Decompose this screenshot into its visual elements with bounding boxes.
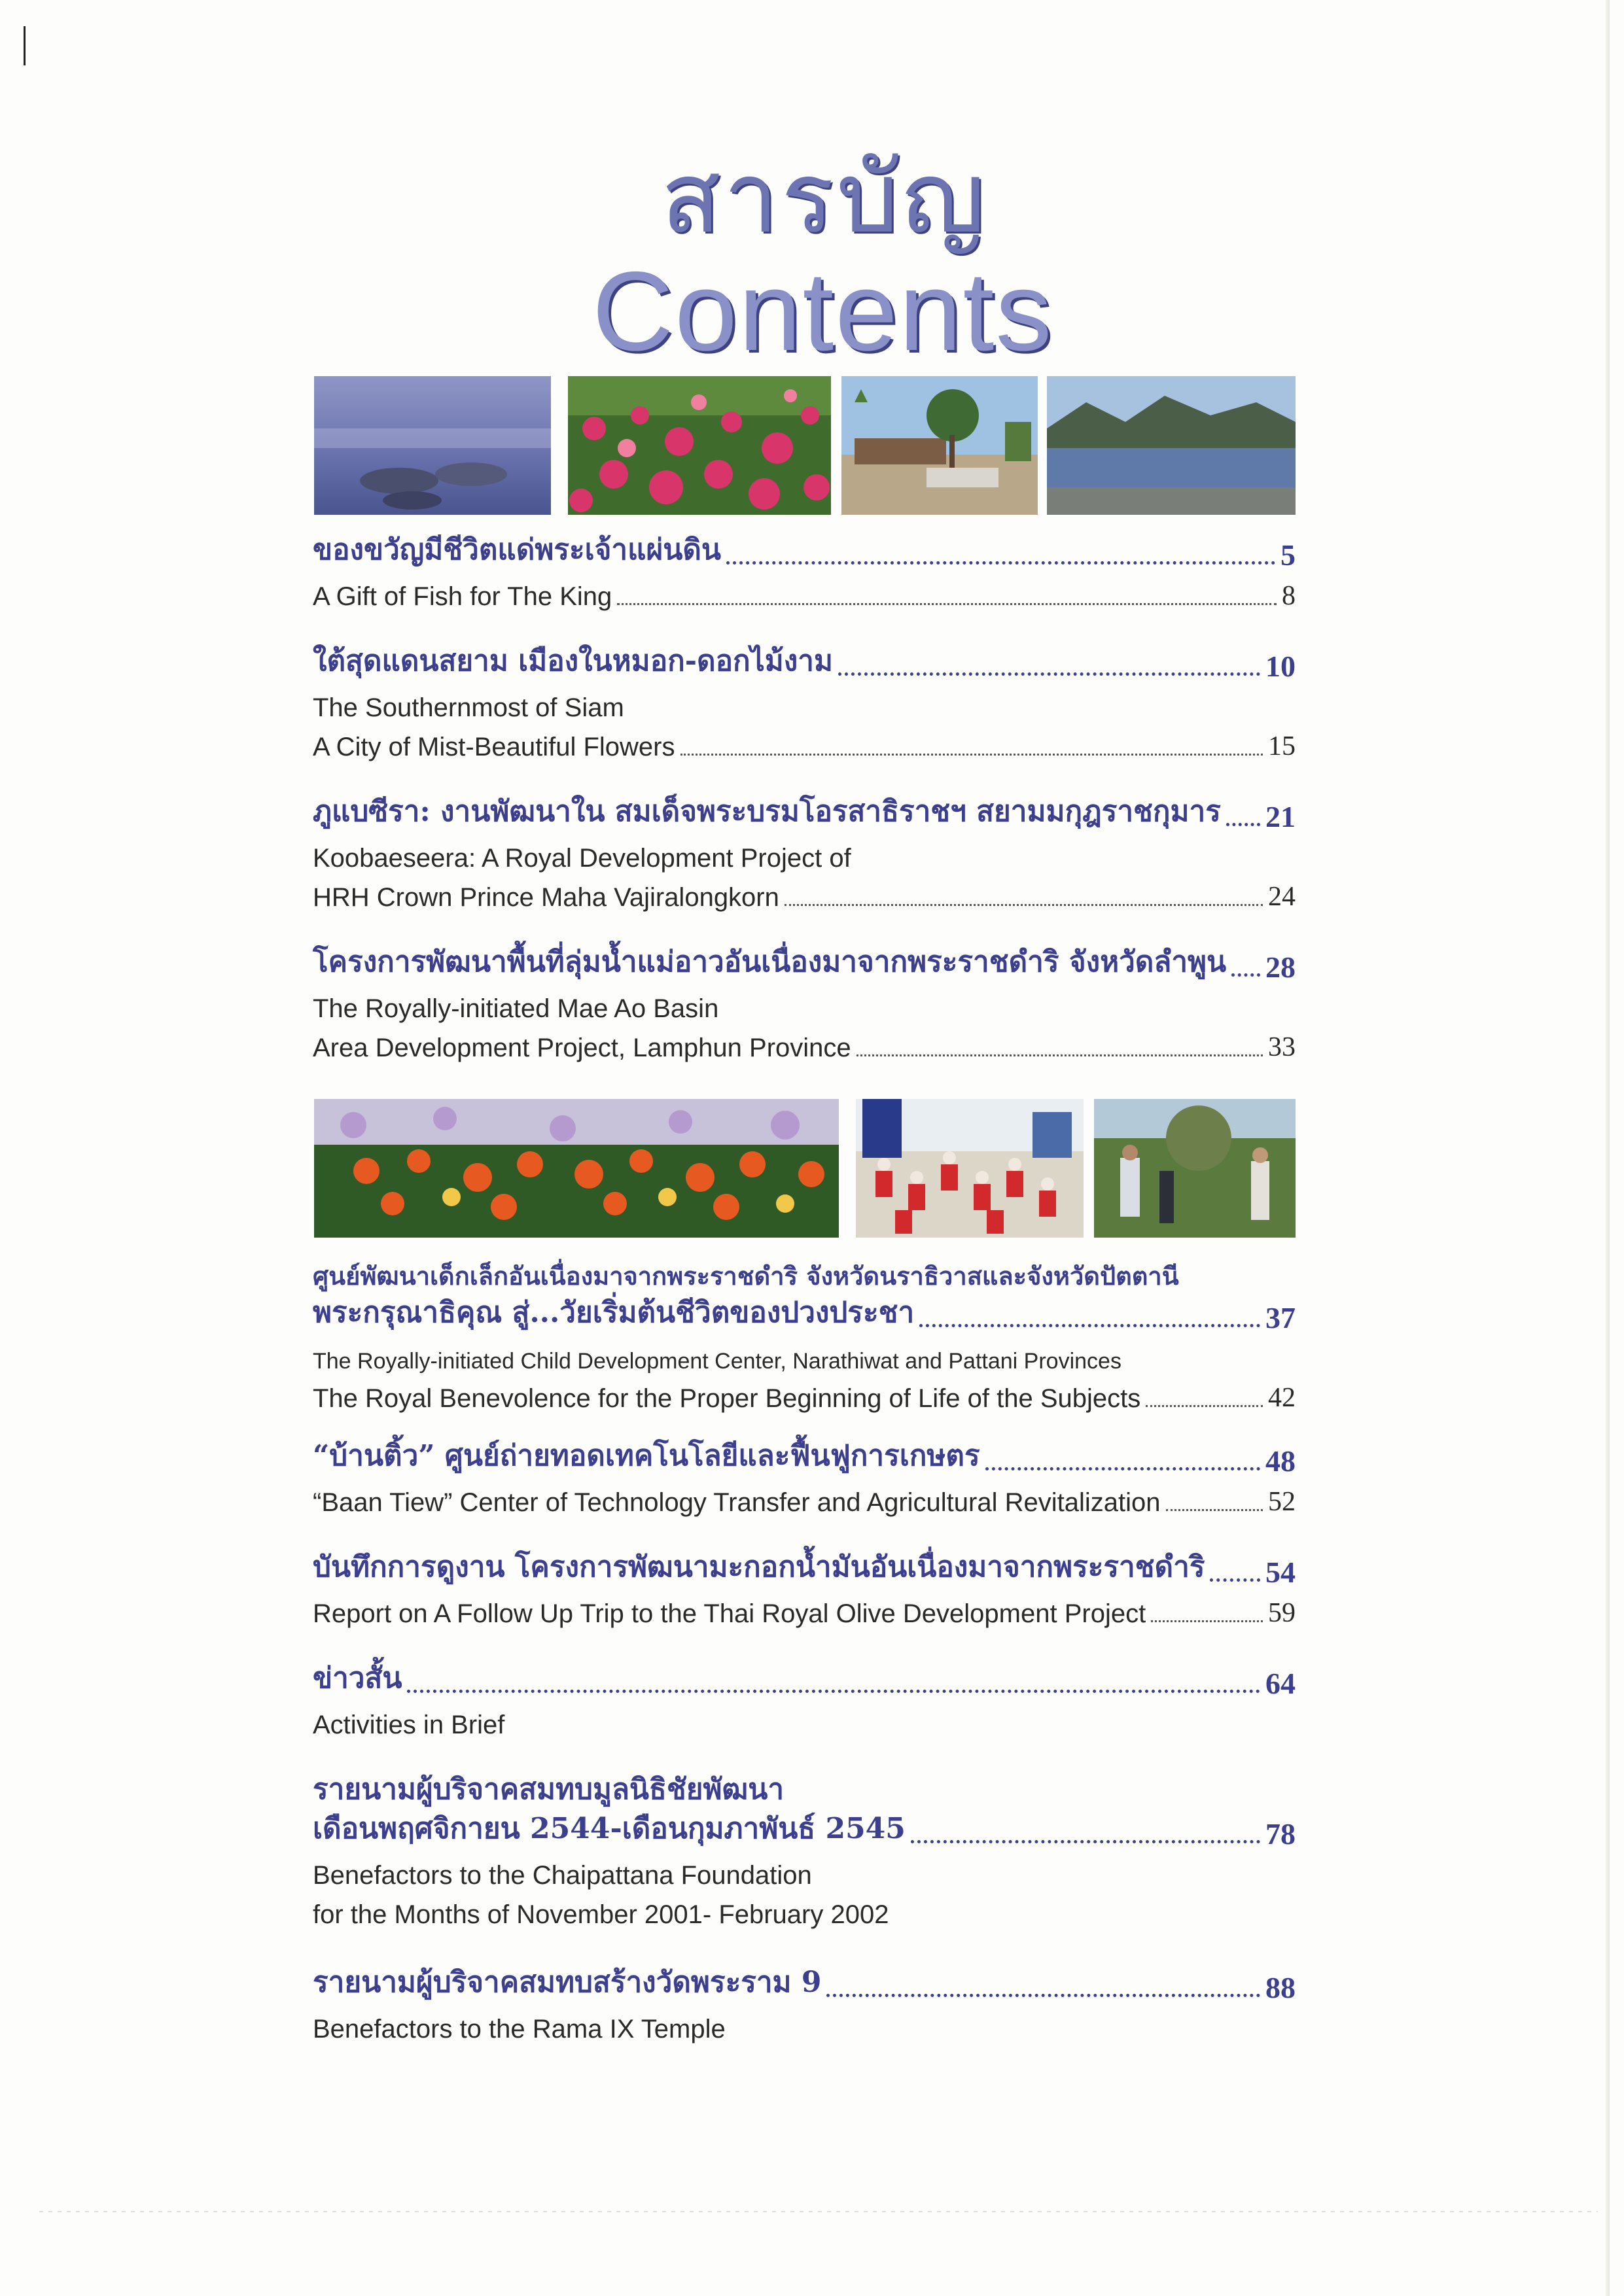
toc-thai-title: ภูแบซีรา: งานพัฒนาใน สมเด็จพระบรมโอรสาธิราชฯ สยามมกุฎราชกุมาร [313,795,1221,828]
toc-thai-title: โครงการพัฒนาพื้นที่ลุ่มน้ำแม่อาวอันเนื่องมาจากพระราชดำริ จังหวัดลำพูน [313,945,1227,979]
children-photo [856,1099,1084,1238]
toc-entry-10 [313,1966,1296,2044]
toc-english-row[interactable] [313,1478,1296,1518]
toc-english-title: The Royally-initiated Mae Ao Basin [313,994,719,1023]
toc-english-subtitle: The Royally-initiated Child Development Center, Narathiwat and Pattani Provinces [313,1349,1121,1374]
scan-edge-mark [24,26,26,65]
toc-page-number: 78 [1265,1817,1296,1851]
toc-english-row[interactable] [313,572,1296,612]
toc-thai-row[interactable] [313,795,1296,834]
toc-english-row[interactable] [313,723,1296,762]
toc-entry-4 [313,945,1296,1063]
toc-english-title: for the Months of November 2001- February 2002 [313,1900,889,1929]
toc-english-row[interactable] [313,1374,1296,1414]
toc-page-number: 5 [1280,538,1296,572]
toc-entry-6 [313,1439,1296,1518]
toc-english-title: A Gift of Fish for The King [313,582,612,611]
toc-english-row[interactable] [313,873,1296,913]
toc-page-number: 48 [1265,1444,1296,1478]
toc-entry-3 [313,795,1296,913]
scan-right-edge [1606,0,1610,2296]
toc-english-row[interactable] [313,2005,1296,2044]
toc-page-number: 88 [1265,1971,1296,2004]
toc-page-number: 33 [1268,1032,1296,1062]
toc-thai-row[interactable] [313,1661,1296,1701]
toc-entry-9 [313,1773,1296,1930]
scan-bottom-edge [39,2211,1598,2212]
toc-english-row[interactable] [313,1851,1296,1890]
toc-english-row[interactable] [313,984,1296,1024]
toc-thai-title: พระกรุณาธิคุณ สู่...วัยเริ่มต้นชีวิตของปวงประชา [313,1296,915,1329]
toc-thai-row[interactable] [313,1966,1296,2005]
toc-english-row[interactable] [313,1590,1296,1629]
toc-thai-title: บันทึกการดูงาน โครงการพัฒนามะกอกน้ำมันอันเนื่องมาจากพระราชดำริ [313,1550,1205,1584]
toc-entry-2 [313,644,1296,762]
toc-english-title: Koobaeseera: A Royal Development Project of [313,844,851,873]
toc-english-row[interactable] [313,1024,1296,1063]
toc-thai-title: รายนามผู้บริจาคสมทบสร้างวัดพระราม 9 [313,1966,822,1999]
toc-page-number: 52 [1268,1487,1296,1517]
toc-page-number: 24 [1268,882,1296,912]
toc-page-number: 10 [1265,650,1296,683]
flowers-photo [568,376,831,515]
toc-thai-title: ใต้สุดแดนสยาม เมืองในหมอก-ดอกไม้งาม [313,644,833,678]
toc-thai-subtitle: รายนามผู้บริจาคสมทบมูลนิธิชัยพัฒนา [313,1773,785,1806]
toc-thai-title: ของขวัญมีชีวิตแด่พระเจ้าแผ่นดิน [313,533,722,566]
toc-english-title: “Baan Tiew” Center of Technology Transfer and Agricultural Revitalization [313,1488,1161,1517]
toc-page-number: 64 [1265,1667,1296,1700]
toc-thai-title: ข่าวสั้น [313,1661,402,1695]
toc-english-row[interactable] [313,834,1296,873]
toc-english-row[interactable] [313,1701,1296,1740]
title-thai: สารบัญ [661,141,988,255]
toc-english-title: HRH Crown Prince Maha Vajiralongkorn [313,883,779,912]
toc-page-number: 21 [1265,800,1296,833]
toc-thai-row[interactable] [313,1812,1296,1851]
toc-thai-row[interactable] [313,533,1296,572]
toc-entry-7 [313,1550,1296,1629]
toc-thai-title: เดือนพฤศจิกายน 2544-เดือนกุมภาพันธ์ 2545 [313,1812,906,1845]
toc-page-number: 42 [1268,1383,1296,1413]
toc-english-pre-row[interactable] [313,1335,1296,1374]
farm-visit-photo [1094,1099,1296,1238]
toc-thai-title: “บ้านติ้ว” ศูนย์ถ่ายทอดเทคโนโลยีและฟื้นฟูการเกษตร [313,1439,980,1472]
toc-thai-subtitle: ศูนย์พัฒนาเด็กเล็กอันเนื่องมาจากพระราชดำริ จังหวัดนราธิวาสและจังหวัดปัตตานี [313,1261,1179,1291]
toc-thai-row[interactable] [313,1296,1296,1335]
toc-english-title: Area Development Project, Lamphun Province [313,1034,851,1062]
toc-page-number: 54 [1265,1556,1296,1589]
toc-entry-1 [313,533,1296,612]
toc-english-title: The Royal Benevolence for the Proper Beginning of Life of the Subjects [313,1384,1141,1413]
toc-english-title: A City of Mist-Beautiful Flowers [313,733,675,761]
toc-english-title: Benefactors to the Rama IX Temple [313,2015,726,2044]
toc-page-number: 8 [1282,581,1296,611]
lake-photo [1047,376,1296,515]
title-english: Contents [592,249,1053,374]
village-photo [841,376,1038,515]
toc-english-row[interactable] [313,684,1296,723]
toc-page-number: 37 [1265,1301,1296,1334]
toc-page-number: 59 [1268,1598,1296,1628]
lily-garden-photo [314,1099,839,1238]
toc-page-number: 15 [1268,731,1296,761]
toc-thai-row[interactable] [313,945,1296,984]
toc-thai-row[interactable] [313,1550,1296,1590]
toc-english-title: Activities in Brief [313,1711,505,1739]
toc-thai-row[interactable] [313,1439,1296,1478]
toc-thai-row[interactable] [313,644,1296,684]
toc-entry-8 [313,1661,1296,1740]
toc-english-row[interactable] [313,1890,1296,1930]
toc-page-number: 28 [1265,950,1296,984]
toc-english-title: Report on A Follow Up Trip to the Thai Royal Olive Development Project [313,1599,1146,1628]
toc-english-title: Benefactors to the Chaipattana Foundation [313,1861,812,1890]
toc-entry-5 [313,1259,1296,1414]
toc-english-title: The Southernmost of Siam [313,693,624,722]
fish-photo [314,376,551,515]
